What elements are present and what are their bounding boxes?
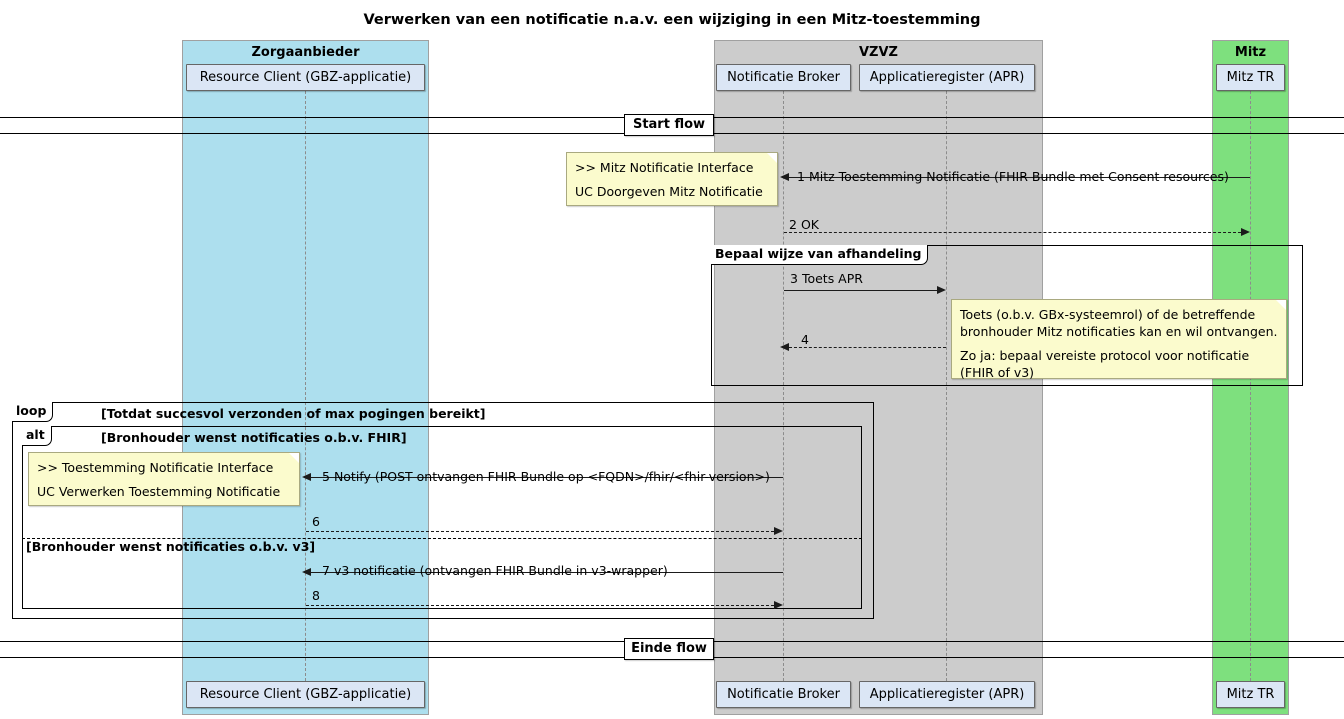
message-7-label: [322, 563, 668, 578]
message-3-text: Toets APR: [801, 271, 863, 286]
note-fold-icon: [767, 153, 777, 163]
message-5-arrowhead: [302, 473, 311, 481]
note-toets-apr: [951, 299, 1287, 379]
frame-loop-label: loop: [16, 403, 47, 418]
message-3-label: [790, 271, 863, 286]
note-fold-icon: [289, 453, 299, 463]
group-label-vzvz: VZVZ: [859, 45, 898, 60]
note-line: Toets (o.b.v. GBx-systeemrol) of de betreffende: [960, 307, 1256, 322]
message-1-number: 1: [797, 169, 805, 184]
message-4-line: [789, 347, 946, 348]
message-4-arrowhead: [780, 343, 789, 351]
message-3-line: [784, 290, 937, 291]
message-7-number: 7: [322, 563, 330, 578]
frame-loop-condition: [Totdat succesvol verzonden of max pogingen bereikt]: [101, 406, 486, 421]
start-flow-label: Start flow: [624, 114, 714, 136]
message-2-text: OK: [800, 217, 819, 232]
message-1-text: Mitz Toestemming Notificatie (FHIR Bundle met Consent resources): [808, 169, 1229, 184]
participant-notificatie-broker-top[interactable]: Notificatie Broker: [716, 64, 851, 91]
message-8-number: 8: [312, 588, 320, 603]
frame-alt-else-condition: [Bronhouder wenst notificaties o.b.v. v3]: [26, 539, 316, 554]
note-mitz-notificatie-interface: [566, 152, 778, 206]
note-line: UC Verwerken Toestemming Notificatie: [37, 484, 281, 499]
message-4-number: 4: [801, 332, 809, 347]
frame-alt-tab: [22, 426, 52, 446]
message-3-number: 3: [790, 271, 798, 286]
note-line: Zo ja: bepaal vereiste protocol voor notificatie: [960, 348, 1250, 363]
message-5-number: 5: [322, 469, 330, 484]
participant-mitz-tr-top[interactable]: Mitz TR: [1216, 64, 1285, 91]
frame-bepaal-tab: [711, 245, 928, 265]
note-line: UC Doorgeven Mitz Notificatie: [575, 184, 763, 199]
group-label-mitz: Mitz: [1234, 45, 1267, 60]
end-flow-label: Einde flow: [624, 638, 714, 660]
group-label-zorgaanbieder: Zorgaanbieder: [251, 45, 360, 60]
message-7-text: v3 notificatie (ontvangen FHIR Bundle in v3-wrapper): [333, 563, 668, 578]
message-4-label: [801, 332, 809, 347]
participant-resource-client-bottom[interactable]: Resource Client (GBZ-applicatie): [186, 681, 425, 708]
message-1-arrowhead: [780, 173, 789, 181]
page-title: Verwerken van een notificatie n.a.v. een wijziging in een Mitz-toestemming: [363, 12, 981, 28]
participant-mitz-tr-bottom[interactable]: Mitz TR: [1216, 681, 1285, 708]
message-6-arrowhead: [774, 527, 783, 535]
message-8-label: [312, 588, 320, 603]
message-8-line: [306, 605, 774, 606]
note-fold-icon: [1276, 300, 1286, 310]
note-line: >> Mitz Notificatie Interface: [575, 160, 754, 175]
participant-applicatieregister-top[interactable]: Applicatieregister (APR): [859, 64, 1035, 91]
participant-resource-client-top[interactable]: Resource Client (GBZ-applicatie): [186, 64, 425, 91]
message-2-arrowhead: [1241, 228, 1250, 236]
message-6-label: [312, 514, 320, 529]
participant-applicatieregister-bottom[interactable]: Applicatieregister (APR): [859, 681, 1035, 708]
message-2-number: 2: [789, 217, 797, 232]
note-line: (FHIR of v3): [960, 365, 1035, 380]
frame-bepaal-label: Bepaal wijze van afhandeling: [715, 246, 922, 261]
message-5-text: Notify (POST ontvangen FHIR Bundle op <FQDN>/fhir/<fhir-version>): [333, 469, 770, 484]
note-line: bronhouder Mitz notificaties kan en wil ontvangen.: [960, 324, 1278, 339]
frame-loop-tab: [12, 402, 53, 422]
note-toestemming-notificatie-interface: [28, 452, 300, 506]
message-2-line: [784, 232, 1241, 233]
message-6-line: [306, 531, 774, 532]
message-6-number: 6: [312, 514, 320, 529]
message-7-arrowhead: [302, 568, 311, 576]
note-line: >> Toestemming Notificatie Interface: [37, 460, 274, 475]
message-3-arrowhead: [937, 286, 946, 294]
frame-alt-condition: [Bronhouder wenst notificaties o.b.v. FHIR]: [101, 430, 407, 445]
message-1-label: [797, 169, 1229, 184]
frame-alt-label: alt: [26, 427, 45, 442]
message-8-arrowhead: [774, 601, 783, 609]
participant-notificatie-broker-bottom[interactable]: Notificatie Broker: [716, 681, 851, 708]
message-5-label: [322, 469, 770, 484]
lifeline-mitz-tr: [1250, 91, 1251, 681]
message-2-label: [789, 217, 819, 232]
